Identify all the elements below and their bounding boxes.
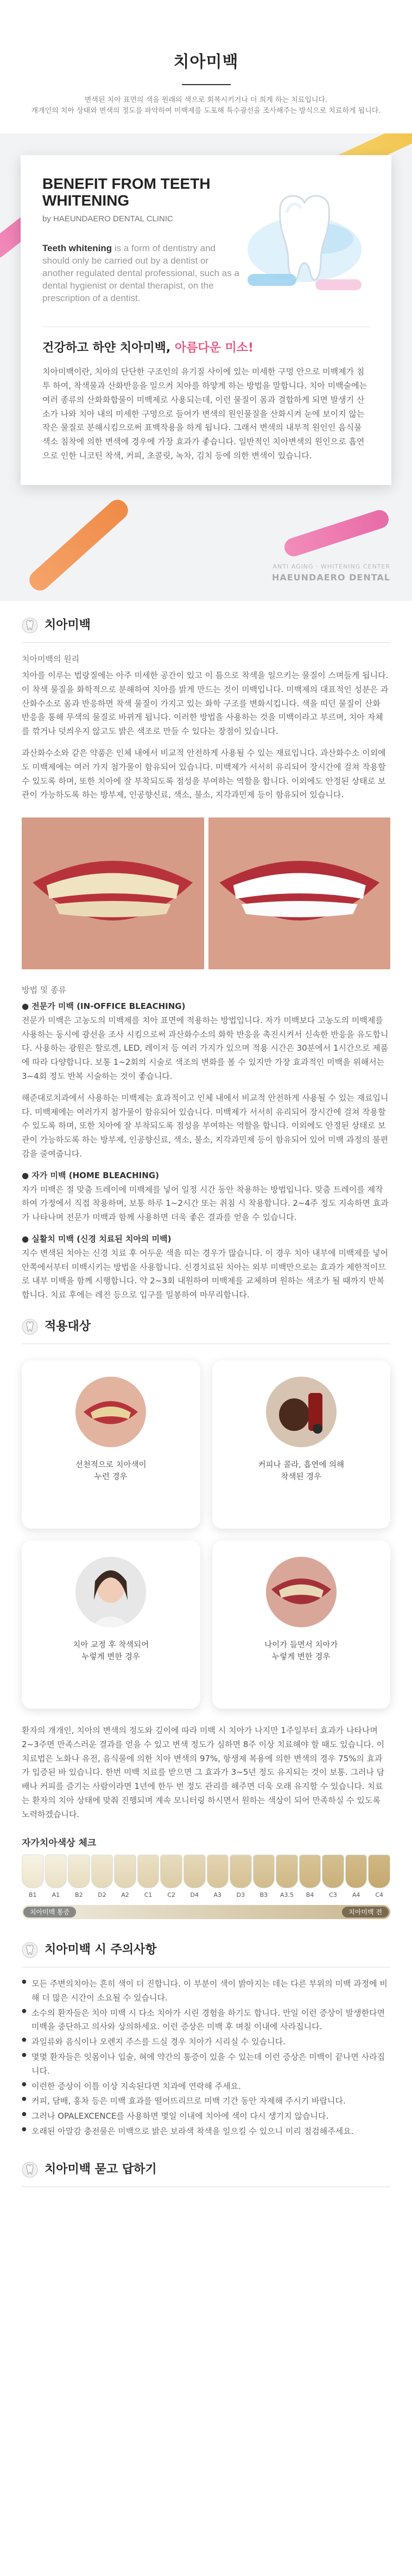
whitening-methods bbox=[0, 974, 412, 1302]
shade-label: D2 bbox=[98, 1891, 106, 1899]
apply-card bbox=[22, 1541, 200, 1709]
shade-tooth-swatch bbox=[299, 1855, 321, 1888]
title-underline bbox=[182, 84, 231, 85]
shade-label: B1 bbox=[29, 1891, 37, 1899]
section-title-caution: 치아미백 시 주의사항 bbox=[45, 1942, 157, 1957]
smile-photo-after bbox=[208, 817, 391, 969]
tooth-logo-icon bbox=[22, 1942, 38, 1958]
hero-english-title: BENEFIT FROM TEETH WHITENING bbox=[42, 175, 211, 209]
apply-card-caption: 선천적으로 치아색이 누런 경우 bbox=[75, 1460, 147, 1482]
whitening-paragraph-2: 과산화수소와 같은 약품은 인체 내에서 비교적 안전하게 사용될 수 있는 재료입니다. 과산화수소 이외에도 미백제에는 여러 가지 첨가물이 함유되어 있습니다. 미백제가 서서히 유리되어 장시간에 걸쳐 작용할 수 있도록 하며, 또한 치아에 잘 부착되도록 점성을 부여하는 역할을 합니다. 이외에도 안정된 상태로 보관이 가능하도록 하는 방부제, 인공향신료, 색소, 불소, 지각과민제 등이 함유되어 있습니다. bbox=[22, 747, 386, 800]
shade-label: A2 bbox=[121, 1891, 129, 1899]
smile-photo-before bbox=[22, 817, 204, 969]
section-title-apply: 적용대상 bbox=[45, 1319, 91, 1333]
watermark-big: HAEUNDAERO DENTAL bbox=[271, 572, 390, 583]
decor-stick-orange bbox=[26, 496, 132, 595]
apply-card-grid bbox=[0, 1344, 412, 1714]
shade-guide bbox=[0, 1855, 412, 1900]
section-header-whitening bbox=[0, 616, 412, 635]
tooth-illustration bbox=[239, 179, 370, 309]
shade-tab bbox=[207, 1855, 229, 1900]
apply-card bbox=[212, 1541, 391, 1709]
caution-item: ● 오래된 아말감 충전물은 미백으로 밝은 보라색 착색을 일으킬 수 있으니 미리 점검해주세요. bbox=[22, 2125, 390, 2139]
shade-label: D3 bbox=[236, 1891, 245, 1899]
shade-label: B4 bbox=[306, 1891, 314, 1899]
clinic-watermark bbox=[272, 562, 390, 585]
shade-label: C4 bbox=[375, 1891, 384, 1899]
shade-tooth-swatch bbox=[368, 1855, 390, 1888]
caution-item: ● 몇몇 환자들은 잇몸이나 입술, 혀에 약간의 통증이 있을 수 있는데 이런 증상은 미백이 끝나면 사라집니다. bbox=[22, 2050, 390, 2079]
shade-label: C1 bbox=[144, 1891, 153, 1899]
shade-label: D4 bbox=[190, 1891, 199, 1899]
intro-description-1: 변색된 치아 표면의 색을 원래의 색으로 회복시키거나 더 희게 하는 치료입니다. bbox=[84, 95, 328, 104]
hero-english-body bbox=[42, 242, 239, 305]
page-bottom-spacer bbox=[0, 2187, 412, 2209]
shade-scale-start: 치아미백 통증 bbox=[23, 1907, 76, 1917]
shade-tooth-swatch bbox=[45, 1855, 67, 1888]
method-home-body: 자가 미백은 절 맞춤 트레이에 미백제를 넣어 일정 시간 동안 착용하는 방법입니다. 맞춤 트레이를 제작하여 가정에서 직접 착용하며, 보통 하루 1~2시간 또는 취침 시 착용합니다. 2~4주 정도 지속하면 효과가 나타나며 전문가 미백과 함께 사용하면 더욱 좋은 결과를 얻을 수 있습니다. bbox=[22, 1184, 389, 1223]
yellow-teeth-photo bbox=[75, 1377, 146, 1447]
before-after-photos bbox=[0, 810, 412, 974]
shade-tab bbox=[345, 1855, 367, 1900]
whitening-paragraph-1: 치아를 이루는 법랑질에는 아주 미세한 공간이 있고 이 틈으로 착색을 일으키는 물질이 스며들게 됩니다. 이 착색 물질을 화학적으로 분해하여 치아를 밝게 만드는 것이 미백입니다. 미백제의 대표적인 성분은 과산화수소로 몸과 반응하면 착색 물질이 가지고 있는 화학 구조를 변화시킵니다. 색을 띠던 물질이 산화 반응을 통해 무색의 물질로 바뀌게 됩니다. 이러한 방법을 사용하는 것을 미백이라고 부르며, 치아 자체를 깎거나 덧씌우지 않고도 밝은 색조로 만들 수 있다는 장점이 있습니다. bbox=[22, 670, 389, 737]
shade-tooth-swatch bbox=[230, 1855, 252, 1888]
hero-english-body-bold: Teeth whitening bbox=[42, 242, 112, 253]
shade-tooth-swatch bbox=[183, 1855, 206, 1888]
hero-card bbox=[21, 155, 391, 485]
method-home-heading: ● 자가 미백 (HOME BLEACHING) bbox=[22, 1170, 159, 1180]
intro-section bbox=[0, 0, 412, 133]
apply-card-caption: 나이가 들면서 치아가 누렇게 변한 경우 bbox=[264, 1640, 338, 1662]
shade-tooth-swatch bbox=[137, 1855, 160, 1888]
whitening-paragraph-3: 해준대로치과에서 사용하는 미백제는 효과적이고 인체 내에서 비교적 안전하게 사용될 수 있는 재료입니다. 미백제에는 여러가지 첨가물이 함유되어 있습니다. 미백제가 서서히 유리되어 장시간에 걸쳐 작용할 수 있도록 하며, 또한 치아에 잘 부착되도록 점성을 부여하는 역할을 합니다. 이외에도 안정된 상태로 보관이 가능하도록 하는 방부제, 인공향신료, 색소, 불소, 지각과민제 등이 함유되어 있어 미백 과정의 불편감을 줄여줍니다. bbox=[22, 1092, 389, 1159]
whitening-content bbox=[0, 643, 412, 802]
shade-label: C2 bbox=[167, 1891, 175, 1899]
shade-tab bbox=[183, 1855, 206, 1900]
coffee-cola-smoking-photo bbox=[266, 1377, 337, 1447]
caution-item: ● 소수의 환자들은 치아 미백 시 다소 치아가 시린 경험을 하기도 합니다. 만일 이런 증상이 발생한다면 미백을 중단하고 의사와 상의하세요. 이런 증상은 미백 후 며칠 이내에 사라집니다. bbox=[22, 2006, 390, 2035]
shade-tooth-swatch bbox=[91, 1855, 113, 1888]
section-header-qna bbox=[0, 2160, 412, 2179]
method-nonvital-body: 지수 변색된 치아는 신경 치료 후 어두운 색을 띠는 경우가 많습니다. 이 경우 치아 내부에 미백제를 넣어 안쪽에서부터 미백시키는 방법을 사용합니다. 신경치료된 치아는 외부 미백만으로는 효과가 제한적이므로 내부 미백을 함께 시행합니다. 약 2~3회 내원하여 미백제를 교체하며 원하는 색조가 될 때까지 반복합니다. 치료 후에는 레진 등으로 입구를 밀봉하여 마무리합니다. bbox=[22, 1248, 389, 1300]
shade-label: C3 bbox=[329, 1891, 337, 1899]
caution-item: ● 과일류와 음식이나 오렌지 주스를 드실 경우 치아가 시리실 수 있습니다. bbox=[22, 2035, 390, 2049]
hero-korean-title-accent: 아름다운 미소! bbox=[174, 341, 254, 355]
shade-tooth-swatch bbox=[322, 1855, 344, 1888]
shade-tooth-swatch bbox=[253, 1855, 275, 1888]
apply-card-caption: 치아 교정 후 착색되어 누렇게 변한 경우 bbox=[73, 1640, 149, 1662]
shade-tab bbox=[22, 1855, 44, 1900]
shade-label: A3 bbox=[213, 1891, 222, 1899]
apply-card-caption: 커피나 콜라, 흡연에 의해 착색된 경우 bbox=[258, 1460, 344, 1482]
shade-tab bbox=[368, 1855, 390, 1900]
method-in-office-heading: ● 전문가 미백 (IN-OFFICE BLEACHING) bbox=[22, 1001, 186, 1011]
shade-tab bbox=[114, 1855, 136, 1900]
shade-tooth-swatch bbox=[276, 1855, 298, 1888]
section-title-whitening: 치아미백 bbox=[45, 618, 91, 632]
section-header-apply bbox=[0, 1318, 412, 1336]
hero-english-subtitle: by HAEUNDAERO DENTAL CLINIC bbox=[42, 214, 173, 223]
method-in-office-body: 전문가 미백은 고농도의 미백제를 치아 표면에 적용하는 방법입니다. 자가 미백보다 고농도의 미백제를 사용하는 동시에 광선을 조사 시킴으로써 과산화수소의 화학 반응을 촉진시켜서 신속한 반응을 유도합니다. 사용하는 광원은 할로겐, LED, 레이저 등 여러 가지가 있으며 적용 시간은 30분에서 1시간으로 제품에 따라 다양합니다. 보통 1~2회의 시술로 색조의 변화를 볼 수 있지만 가장 효과적인 미백을 위해서는 3~4회 정도 반복 시술하는 것이 좋습니다. bbox=[22, 1015, 389, 1081]
shade-scale-end: 치아미백 전 bbox=[342, 1907, 389, 1917]
shade-tab bbox=[322, 1855, 344, 1900]
caution-item: ● 그러나 OPALEXCENCE를 사용하면 몇일 이내에 치아에 색이 다시 생기지 않습니다. bbox=[22, 2110, 390, 2124]
apply-card bbox=[212, 1360, 391, 1529]
section-header-caution bbox=[0, 1941, 412, 1959]
shade-tab bbox=[230, 1855, 252, 1900]
shade-tab bbox=[68, 1855, 90, 1900]
shade-tooth-swatch bbox=[345, 1855, 367, 1888]
shade-label: A3.5 bbox=[280, 1891, 294, 1899]
whitening-principle-subtitle: 치아미백의 원리 bbox=[22, 654, 80, 664]
caution-item: ● 커피, 담배, 홍차 등은 미백 효과를 떨어뜨리므로 미백 기간 동안 자제해 주시기 바랍니다. bbox=[22, 2094, 390, 2108]
caution-list bbox=[0, 1967, 412, 2139]
apply-content bbox=[0, 1714, 412, 1822]
tooth-logo-icon bbox=[22, 1319, 38, 1335]
shade-tab bbox=[253, 1855, 275, 1900]
shade-tab bbox=[91, 1855, 113, 1900]
shade-tab bbox=[299, 1855, 321, 1900]
shade-tab bbox=[160, 1855, 182, 1900]
page-title: 치아미백 bbox=[173, 53, 239, 72]
shade-tab bbox=[137, 1855, 160, 1900]
hero-banner bbox=[0, 133, 412, 601]
caution-item: ● 모든 주변의치아는 흔히 색이 더 진합니다. 이 부분이 색이 밝아지는 데는 다른 부위의 미백 과정에 비해 더 많은 시간이 소요될 수 있습니다. bbox=[22, 1977, 390, 2005]
method-title: 방법 및 종류 bbox=[22, 985, 66, 995]
tooth-logo-icon bbox=[22, 2162, 38, 2178]
shade-tooth-swatch bbox=[68, 1855, 90, 1888]
apply-paragraph: 환자의 개개인, 치아의 변색의 정도와 깊이에 따라 미백 시 치아가 나지만 1주일부터 효과가 나타나며 2~3주면 만족스러운 결과를 얻을 수 있고 변색 정도가 심하면 8주 이상 치료해야 할 때도 있습니다. 이 치료법은 노화나 유전, 음식물에 의한 치아 변색의 97%, 항생제 복용에 의한 변색의 경우 75%의 효과가 입증된 바 있습니다. 한번 미백 치료를 받으면 그 효과가 3~5년 정도 유지되는 것이 보통. 그러나 담배나 커피를 즐기는 사람이라면 1년에 한두 번 정도 관리를 해주면 더욱 오래 유지할 수 있습니다. 치료는 환자의 치아 상태에 맞춰 진행되며 계속 모니터링 하시면서 원하는 색상이 되어 만족하실 수 있도록 노력하겠습니다. bbox=[22, 1725, 385, 1819]
caution-item: ● 이런한 증상이 이틀 이상 지속된다면 치과에 연락해 주세요. bbox=[22, 2080, 390, 2094]
section-title-qna: 치아미백 묻고 답하기 bbox=[45, 2162, 157, 2176]
shade-scale-bar bbox=[22, 1905, 390, 1919]
decor-stick-pink-2 bbox=[282, 508, 391, 559]
shade-tab bbox=[276, 1855, 298, 1900]
hero-korean-title bbox=[42, 339, 370, 357]
hero-korean-title-plain: 건강하고 하얀 치아미백, bbox=[42, 341, 175, 355]
hero-english-body-rest: is a form of dentistry and should only be carried out by a dentist or another regulated dental professional, such as a dental hygienist or dental therapist, on the prescription of a dentist. bbox=[42, 242, 239, 303]
shade-label: B3 bbox=[259, 1891, 268, 1899]
shade-label: A4 bbox=[352, 1891, 360, 1899]
watermark-small: ANTI AGING · WHITENING CENTER bbox=[272, 563, 390, 571]
aging-teeth-photo bbox=[266, 1557, 337, 1627]
hero-korean-body: 치아미백이란, 치아의 단단한 구조인의 유기질 사이에 있는 미세한 구멍 안으로 미백제가 침투 하여, 착색물과 산화반응을 일으켜 치아를 하얗게 하는 방법을 말합니다. 치아 미백술에는 여러 종류의 산화화합물이 미백제로 사용되는데, 이런 물질이 몸과 결합하게 되면 발생기 산소가 나와 치아 내의 미세한 구멍으로 들어가 변색의 원인물질을 산화시켜 눈에 보이지 않는 작은 물질로 분해시킴으로써 표백작용을 하게 됩니다. 그래서 변색의 내부적 원인인 음식물색소 침착에 의한 변색에 경우에 가장 효과가 좋습니다. 일반적인 치아변색의 원인으로 흡연으로 인한 니코틴 착색, 커피, 초콜릿, 녹차, 김치 등에 의한 변색이 있습니다. bbox=[42, 367, 367, 461]
intro-description-2: 개개인의 치아 상태와 변색의 정도를 파악하여 미백제를 도포해 특수광선을 조사해주는 방식으로 치료하게 됩니다. bbox=[31, 107, 381, 116]
shade-tab bbox=[45, 1855, 67, 1900]
shade-tooth-swatch bbox=[114, 1855, 136, 1888]
shade-tooth-swatch bbox=[160, 1855, 182, 1888]
orthodontic-patient-photo bbox=[75, 1557, 146, 1627]
apply-card bbox=[22, 1360, 200, 1529]
shade-check-title: 자가치아색상 체크 bbox=[22, 1837, 97, 1849]
method-nonvital-heading: ● 실활치 미백 (신경 치료된 치아의 미백) bbox=[22, 1233, 172, 1244]
shade-tooth-swatch bbox=[207, 1855, 229, 1888]
shade-label: A1 bbox=[52, 1891, 60, 1899]
tooth-logo-icon bbox=[22, 617, 38, 634]
shade-label: B2 bbox=[75, 1891, 83, 1899]
shade-tooth-swatch bbox=[22, 1855, 44, 1888]
